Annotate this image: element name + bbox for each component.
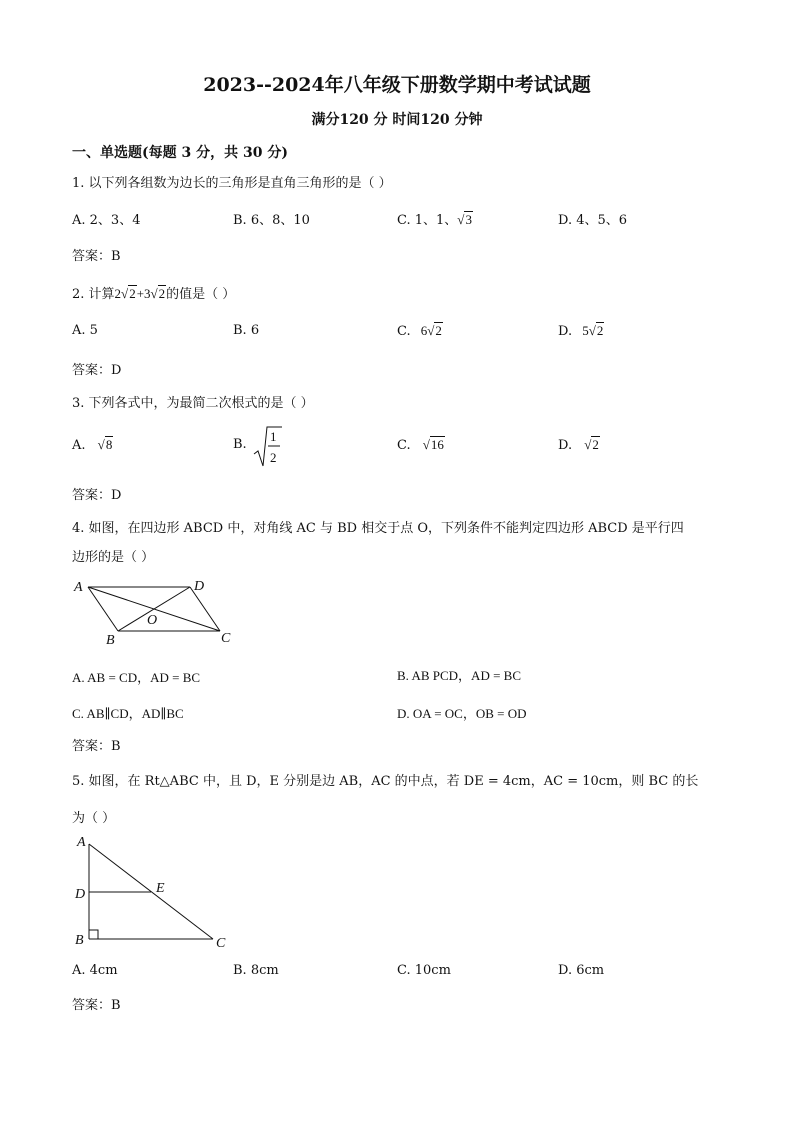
vertex-label-c: C — [221, 631, 231, 646]
question-3-option-c — [397, 437, 445, 453]
question-2-option-b: B. 6 — [233, 323, 260, 338]
question-1-option-c — [397, 209, 473, 228]
question-3-option-a — [72, 437, 113, 453]
question-3-option-d — [558, 437, 600, 453]
sqrt-16-expression: √16 — [422, 437, 444, 452]
page-title: 2023--2024年八年级下册数学期中考试试题 — [203, 74, 591, 96]
svg-text:1: 1 — [270, 429, 277, 444]
sqrt-2-expression: √2 — [584, 437, 599, 452]
question-2-answer: 答案：D — [72, 363, 122, 378]
question-1-stem: 1. 以下列各组数为边长的三角形是直角三角形的是（ ） — [72, 176, 392, 191]
question-4-option-a: A. AB = CD，AD = BC — [72, 670, 201, 685]
question-4-stem-line1: 4. 如图，在四边形 ABCD 中，对角线 AC 与 BD 相交于点 O，下列条件不能判定四边形 ABCD 是平行四 — [72, 521, 684, 536]
question-4-option-b: B. AB PCD，AD = BC — [397, 668, 522, 683]
vertex-label-b: B — [75, 933, 84, 948]
question-2-stem — [72, 283, 235, 302]
six-sqrt-2-expression: 6√2 — [420, 323, 442, 338]
question-5-option-a: A. 4cm — [72, 963, 118, 978]
question-5-option-b: B. 8cm — [233, 963, 279, 978]
parallelogram-figure — [70, 574, 250, 650]
question-3-option-a-label: A. — [72, 438, 86, 453]
question-2-stem-prefix: 2. 计算 — [72, 287, 115, 302]
question-4-option-d: D. OA = OC，OB = OD — [397, 706, 527, 721]
five-sqrt-2-expression: 5√2 — [582, 323, 604, 338]
question-3-answer: 答案：D — [72, 488, 122, 503]
question-5-stem-line2: 为（ ） — [72, 811, 116, 826]
question-4-answer: 答案：B — [72, 739, 121, 754]
question-2-option-d-label: D. — [558, 324, 573, 339]
sqrt-half-expression — [252, 424, 284, 470]
question-3-option-b-label: B. — [233, 437, 247, 452]
question-4-stem-line2: 边形的是（ ） — [72, 550, 155, 565]
question-1-option-b: B. 6、8、10 — [233, 213, 310, 228]
question-3-option-b — [233, 437, 247, 452]
question-2-stem-suffix: 的值是（ ） — [166, 287, 236, 302]
sqrt-3-expression: √3 — [457, 212, 472, 227]
question-5-option-d: D. 6cm — [558, 963, 605, 978]
vertex-label-a: A — [77, 835, 86, 850]
sqrt-8-expression: √8 — [97, 437, 113, 452]
center-label-o: O — [147, 613, 158, 628]
midpoint-label-e: E — [156, 881, 165, 896]
midpoint-label-d: D — [75, 887, 86, 902]
question-5-stem-line1: 5. 如图，在 Rt△ABC 中，且 D，E 分别是边 AB，AC 的中点，若 DE = 4cm，AC = 10cm，则 BC 的长 — [72, 774, 699, 789]
question-3-option-d-label: D. — [558, 438, 573, 453]
question-5-option-c: C. 10cm — [397, 963, 451, 978]
page-subtitle: 满分120 分 时间120 分钟 — [311, 112, 483, 128]
question-1-option-a: A. 2、3、4 — [72, 213, 141, 228]
right-triangle-figure — [70, 830, 240, 954]
question-5-answer: 答案：B — [72, 998, 121, 1013]
question-4-option-c: C. AB∥CD，AD∥BC — [72, 706, 184, 721]
question-1-answer: 答案：B — [72, 249, 121, 264]
question-2-option-a: A. 5 — [72, 323, 98, 338]
section-heading: 一、单选题(每题 3 分，共 30 分) — [72, 145, 288, 161]
question-2-option-c — [397, 323, 443, 339]
vertex-label-d: D — [194, 579, 205, 594]
vertex-label-a: A — [74, 580, 83, 595]
question-3-option-c-label: C. — [397, 438, 411, 453]
vertex-label-c: C — [216, 936, 226, 951]
question-2-option-c-label: C. — [397, 324, 411, 339]
vertex-label-b: B — [106, 633, 115, 648]
question-2-option-d — [558, 323, 604, 339]
svg-text:2: 2 — [270, 450, 277, 465]
question-1-option-d: D. 4、5、6 — [558, 213, 628, 228]
question-3-stem: 3. 下列各式中，为最简二次根式的是（ ） — [72, 396, 314, 411]
question-2-expression: 2√2+3√2 — [114, 286, 166, 301]
question-1-option-c-text: C. 1、1、 — [397, 213, 458, 228]
